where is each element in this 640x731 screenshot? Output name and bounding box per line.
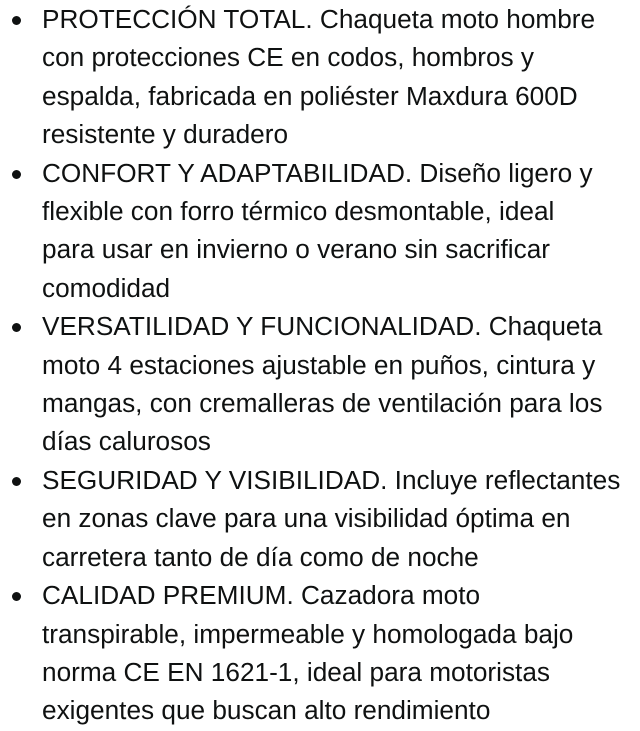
- bullet-dot-icon: [12, 477, 21, 486]
- feature-bullet: [0, 0, 640, 154]
- feature-text-line: CONFORT Y ADAPTABILIDAD. Diseño ligero y: [42, 157, 593, 188]
- feature-text-line: CALIDAD PREMIUM. Cazadora moto: [42, 580, 481, 611]
- feature-text-line: moto 4 estaciones ajustable en puños, cintura y: [42, 349, 596, 380]
- feature-text-line: exigentes que buscan alto rendimiento: [42, 695, 491, 726]
- feature-text-line: mangas, con cremalleras de ventilación para los: [42, 388, 603, 419]
- feature-text-line: transpirable, impermeable y homologada bajo: [42, 618, 574, 649]
- bullet-dot-icon: [12, 323, 21, 332]
- feature-bullet: [0, 154, 640, 308]
- feature-text-line: comodidad: [42, 272, 171, 303]
- feature-text-line: carretera tanto de día como de noche: [42, 541, 479, 572]
- feature-text-line: PROTECCIÓN TOTAL. Chaqueta moto hombre: [42, 4, 596, 34]
- feature-text-line: VERSATILIDAD Y FUNCIONALIDAD. Chaqueta: [42, 311, 603, 342]
- feature-text-line: para usar en invierno o verano sin sacrificar: [42, 234, 550, 265]
- bullet-dot-icon: [12, 170, 21, 179]
- feature-text-line: norma CE EN 1621-1, ideal para motoristas: [42, 656, 550, 687]
- feature-text-line: en zonas clave para una visibilidad óptima en: [42, 503, 571, 534]
- feature-bullet: [0, 307, 640, 461]
- bullet-dot-icon: [12, 592, 21, 601]
- feature-text-line: con protecciones CE en codos, hombros y: [42, 42, 535, 73]
- feature-text-line: resistente y duradero: [42, 119, 289, 150]
- feature-text-line: espalda, fabricada en poliéster Maxdura 600D: [42, 80, 578, 111]
- feature-bullet: [0, 461, 640, 576]
- feature-text-line: días calurosos: [42, 426, 211, 457]
- feature-text-line: flexible con forro térmico desmontable, ideal: [42, 196, 555, 227]
- feature-text-line: SEGURIDAD Y VISIBILIDAD. Incluye reflectantes: [42, 464, 621, 495]
- feature-bullet: [0, 576, 640, 730]
- bullet-dot-icon: [12, 16, 21, 25]
